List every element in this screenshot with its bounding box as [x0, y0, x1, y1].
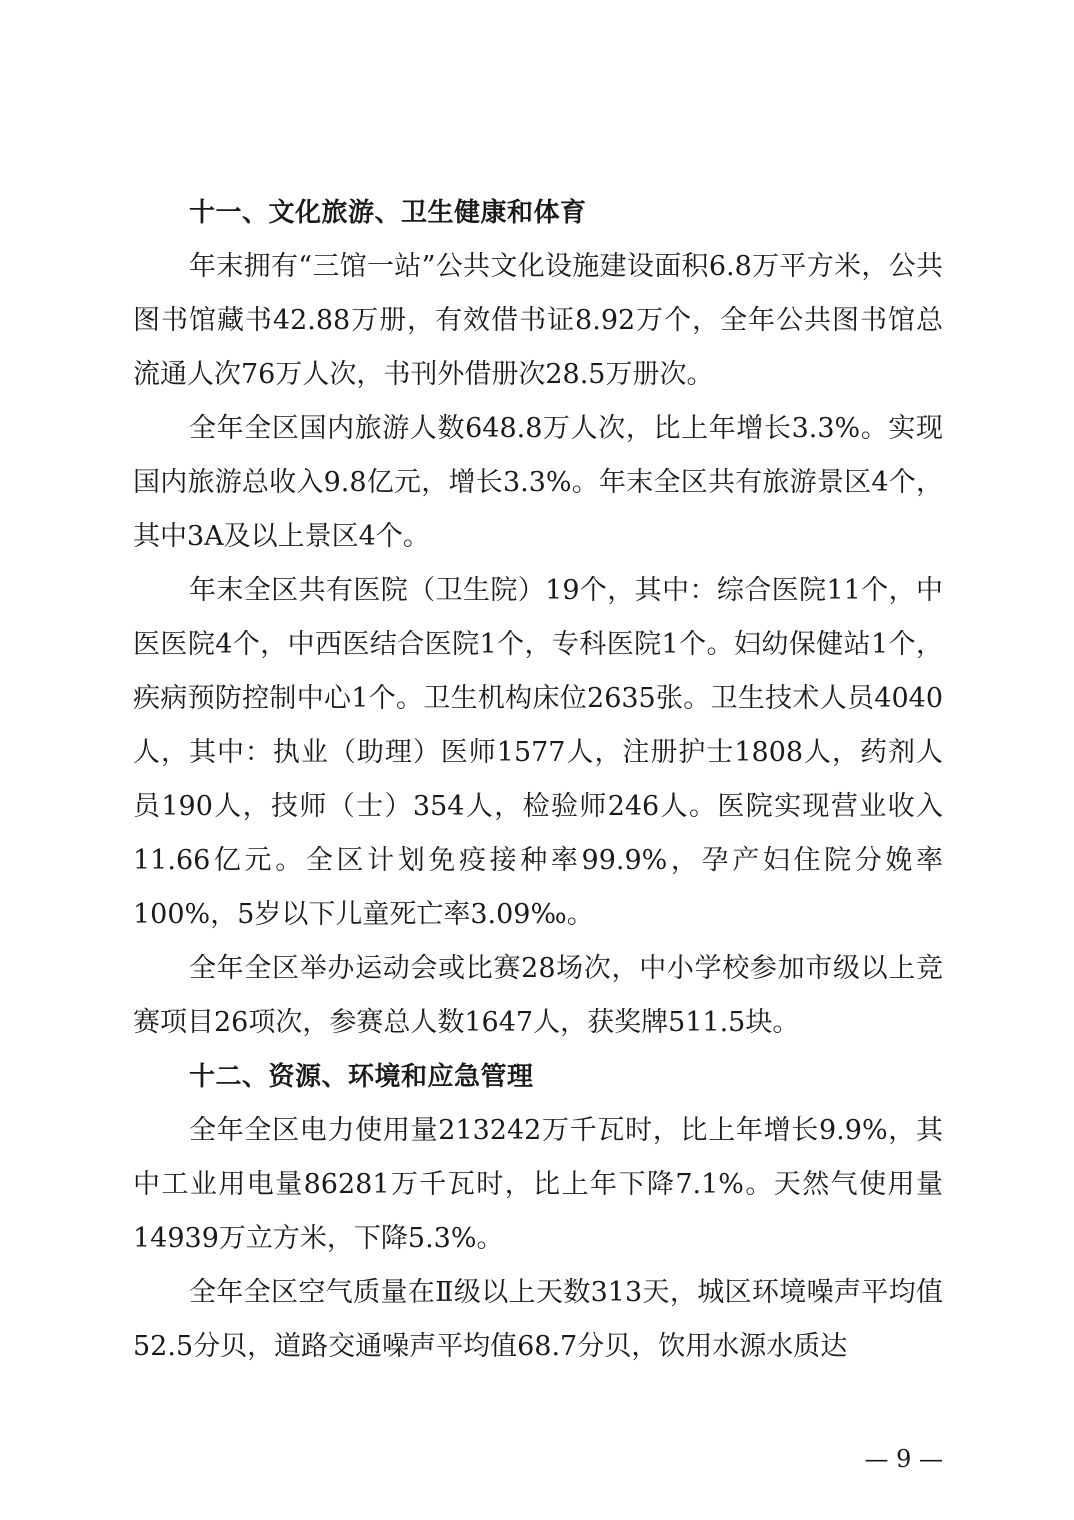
- page-number: — 9 —: [864, 1445, 943, 1473]
- paragraph-electricity-gas: 全年全区电力使用量213242万千瓦时，比上年增长9.9%，其中工业用电量86281万千瓦时，比上年下降7.1%。天然气使用量14939万立方米，下降5.3%。: [133, 1115, 943, 1254]
- document-body: [133, 186, 943, 1374]
- paragraph-air-quality: 全年全区空气质量在Ⅱ级以上天数313天，城区环境噪声平均值52.5分贝，道路交通噪声平均值68.7分贝，饮用水源水质达: [133, 1277, 943, 1362]
- section-heading-culture-health-sports: 十一、文化旅游、卫生健康和体育: [189, 198, 587, 228]
- paragraph-sports: 全年全区举办运动会或比赛28场次，中小学校参加市级以上竞赛项目26项次，参赛总人数1647人，获奖牌511.5块。: [133, 953, 943, 1038]
- section-heading-resources-environment: 十二、资源、环境和应急管理: [189, 1062, 534, 1092]
- paragraph-hospitals: 年末全区共有医院（卫生院）19个，其中：综合医院11个，中医医院4个，中西医结合医院1个，专科医院1个。妇幼保健站1个，疾病预防控制中心1个。卫生机构床位2635张。卫生技术人员4040人，其中：执业（助理）医师1577人，注册护士1808人，药剂人员190人，技师（士）354人，检验师246人。医院实现营业收入11.66亿元。全区计划免疫接种率99.9%，孕产妇住院分娩率100%，5岁以下儿童死亡率3.09‰。: [133, 575, 943, 930]
- paragraph-cultural-facilities: 年末拥有“三馆一站”公共文化设施建设面积6.8万平方米，公共图书馆藏书42.88万册，有效借书证8.92万个，全年公共图书馆总流通人次76万人次，书刊外借册次28.5万册次。: [133, 251, 943, 390]
- paragraph-tourism: 全年全区国内旅游人数648.8万人次，比上年增长3.3%。实现国内旅游总收入9.8亿元，增长3.3%。年末全区共有旅游景区4个，其中3A及以上景区4个。: [133, 413, 943, 552]
